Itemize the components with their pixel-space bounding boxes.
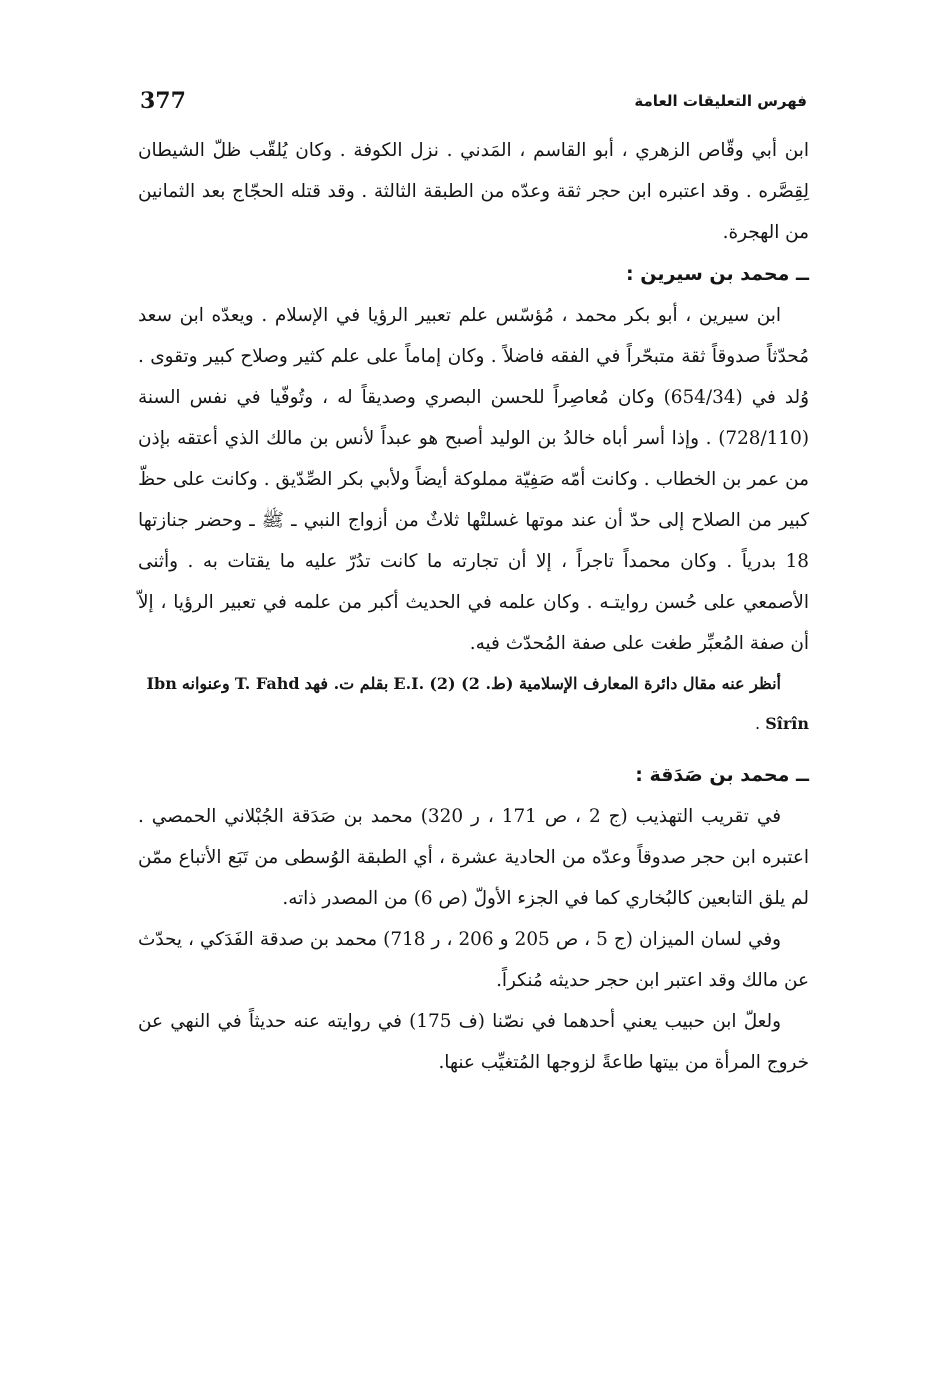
page-header	[140, 88, 807, 120]
ibn-sirin-paragraph: ابن سيرين ، أبو بكر محمد ، مُؤسّس علم تعبير الرؤيا في الإسلام . ويعدّه ابن سعد مُحدّثاً صدوقاً ثقة متبحّراً في الفقه فاضلاً . وكان إماماً على علم كثير وصلاح كبير وتقوى . وُلد في (654/34) وكان مُعاصِراً للحسن البصري وصديقاً له ، وتُوفّيا في نفس السنة (728/110) . وإذا أسر أباه خالدُ بن الوليد أصبح هو عبداً لأنس بن مالك الذي أعتقه بإذن من عمر بن الخطاب . وكانت أمّه صَفِيّة مملوكة أيضاً ولأبي بكر الصِّدّيق . وكانت على حظّ كبير من الصلاح إلى حدّ أن عند موتها غسلتْها ثلاثٌ من أزواج النبي ـ ﷺ ـ وحضر جنازتها 18 بدرياً . وكان محمداً تاجراً ، إلا أن تجارته ما كانت تدُرّ عليه ما يقتات به . وأثنى الأصمعي على حُسن روايتـه . وكان علمه في الحديث أكبر من علمه في تعبير الرؤيا ، إلاّ أن صفة المُعبِّر طغت على صفة المُحدّث فيه.	[138, 305, 809, 654]
reference-prefix: أنظر عنه مقال دائرة المعارف الإسلامية (ط. 2) (2)	[429, 674, 781, 693]
reference-author: T. Fahd	[234, 674, 300, 693]
reference-ei: E.I.	[393, 674, 425, 693]
running-title: فهرس التعليقات العامة	[634, 92, 807, 110]
ibn-sirin-reference	[138, 664, 809, 744]
intro-paragraph: ابن أبي وقّاص الزهري ، أبو القاسم ، المَدني . نزل الكوفة . وكان يُلقّب ظلّ الشيطان لِقِصَّره . وقد اعتبره ابن حجر ثقة وعدّه من الطبقة الثالثة . وقد قتله الحجّاج بعد الثمانين من الهجرة.	[138, 140, 809, 243]
reference-by: بقلم ت. فهد	[304, 674, 389, 693]
ibn-sadaqa-paragraph-3: ولعلّ ابن حبيب يعني أحدهما في نصّنا (ف 175) في روايته عنه حديثاً في النهي عن خروج المرأة من بيتها طاعةً لزوجها المُتغيِّب عنها.	[138, 1011, 809, 1073]
reference-title: Ibn Sîrîn	[146, 674, 809, 733]
section-heading-ibn-sirin: ــ محمد بن سيرين :	[626, 263, 809, 285]
ibn-sadaqa-paragraph-2: وفي لسان الميزان (ج 5 ، ص 205 و 206 ، ر 718) محمد بن صدقة الفَدَكي ، يحدّث عن مالك وقد اعتبر ابن حجر حديثه مُنكراً.	[138, 929, 809, 991]
section-heading-ibn-sadaqa: ــ محمد بن صَدَقة :	[635, 764, 809, 786]
page-number: 377	[140, 88, 186, 114]
reference-end: .	[755, 714, 761, 733]
page-body	[138, 130, 809, 1083]
ibn-sadaqa-paragraph-1: في تقريب التهذيب (ج 2 ، ص 171 ، ر 320) محمد بن صَدَقة الجُبْلاني الحمصي . اعتبره ابن حجر صدوقاً وعدّه من الحادية عشرة ، أي الطبقة الوُسطى من تَبَع الأتباع ممّن لم يلق التابعين كالبُخاري كما في الجزء الأولّ (ص 6) من المصدر ذاته.	[138, 806, 809, 909]
reference-title-word: وعنوانه	[181, 674, 230, 693]
